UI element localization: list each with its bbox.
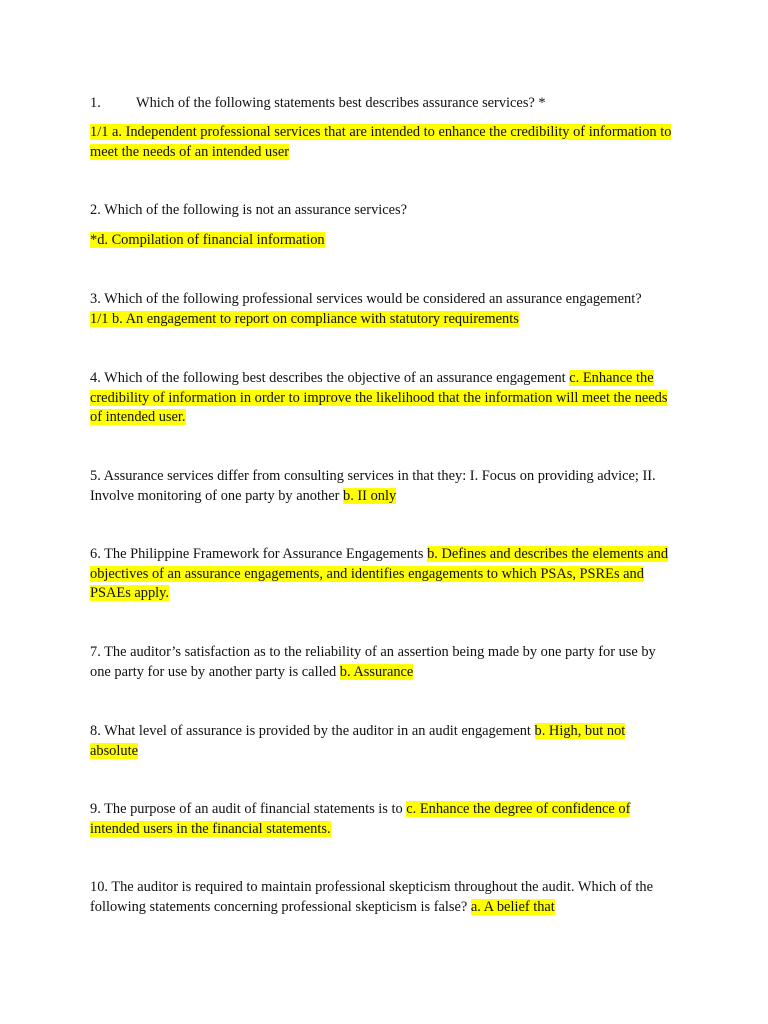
highlighted-answer: a. A belief that <box>470 898 555 915</box>
answer-2 <box>90 231 680 251</box>
question-3 <box>90 290 690 329</box>
question-text: 2. Which of the following is not an assurance services? <box>90 202 408 218</box>
question-4 <box>90 369 670 428</box>
question-text: 6. The Philippine Framework for Assurance Engagements <box>90 546 424 562</box>
highlighted-answer: b. Assurance <box>339 663 414 680</box>
question-number: 1. <box>90 95 101 111</box>
question-text: 9. The purpose of an audit of financial statements is to <box>90 801 403 817</box>
highlighted-answer: c. Enhance the credibility of information in order to improve the likelihood that the information will meet the needs of intended user. <box>90 370 668 425</box>
question-text: Which of the following statements best describes assurance services? * <box>136 95 546 111</box>
highlighted-answer: 1/1 b. An engagement to report on compliance with statutory requirements <box>90 310 519 327</box>
question-9 <box>90 800 680 839</box>
question-text: 3. Which of the following professional services would be considered an assurance engagement? <box>90 291 642 307</box>
answer-1 <box>90 123 680 162</box>
question-5 <box>90 467 680 506</box>
highlighted-answer: 1/1 a. Independent professional services that are intended to enhance the credibility of information to meet the needs of an intended user <box>90 124 672 160</box>
question-text: 7. The auditor’s satisfaction as to the reliability of an assertion being made by one party for use by one party for use by another party is called <box>90 644 656 680</box>
question-6 <box>90 545 678 604</box>
question-text: 10. The auditor is required to maintain professional skepticism throughout the audit. Which of the following statements concerning professional skepticism is false? <box>90 879 653 915</box>
question-1 <box>90 94 680 114</box>
question-2 <box>90 201 680 221</box>
question-text: 5. Assurance services differ from consulting services in that they: I. Focus on providing advice; II. Involve monitoring of one party by another <box>90 468 656 504</box>
highlighted-answer: c. Enhance the degree of confidence of intended users in the financial statements. <box>90 801 631 837</box>
question-text: 4. Which of the following best describes the objective of an assurance engagement <box>90 370 566 386</box>
highlighted-answer: b. II only <box>343 487 397 504</box>
question-7 <box>90 643 675 682</box>
question-10 <box>90 878 680 917</box>
question-text: 8. What level of assurance is provided by the auditor in an audit engagement <box>90 723 531 739</box>
highlighted-answer: b. Defines and describes the elements and objectives of an assurance engagements, and identifies engagements to which PSAs, PSREs and PSAEs apply. <box>90 546 669 601</box>
highlighted-answer: b. High, but not absolute <box>90 723 626 759</box>
highlighted-answer: *d. Compilation of financial information <box>90 232 325 248</box>
question-8 <box>90 722 675 761</box>
